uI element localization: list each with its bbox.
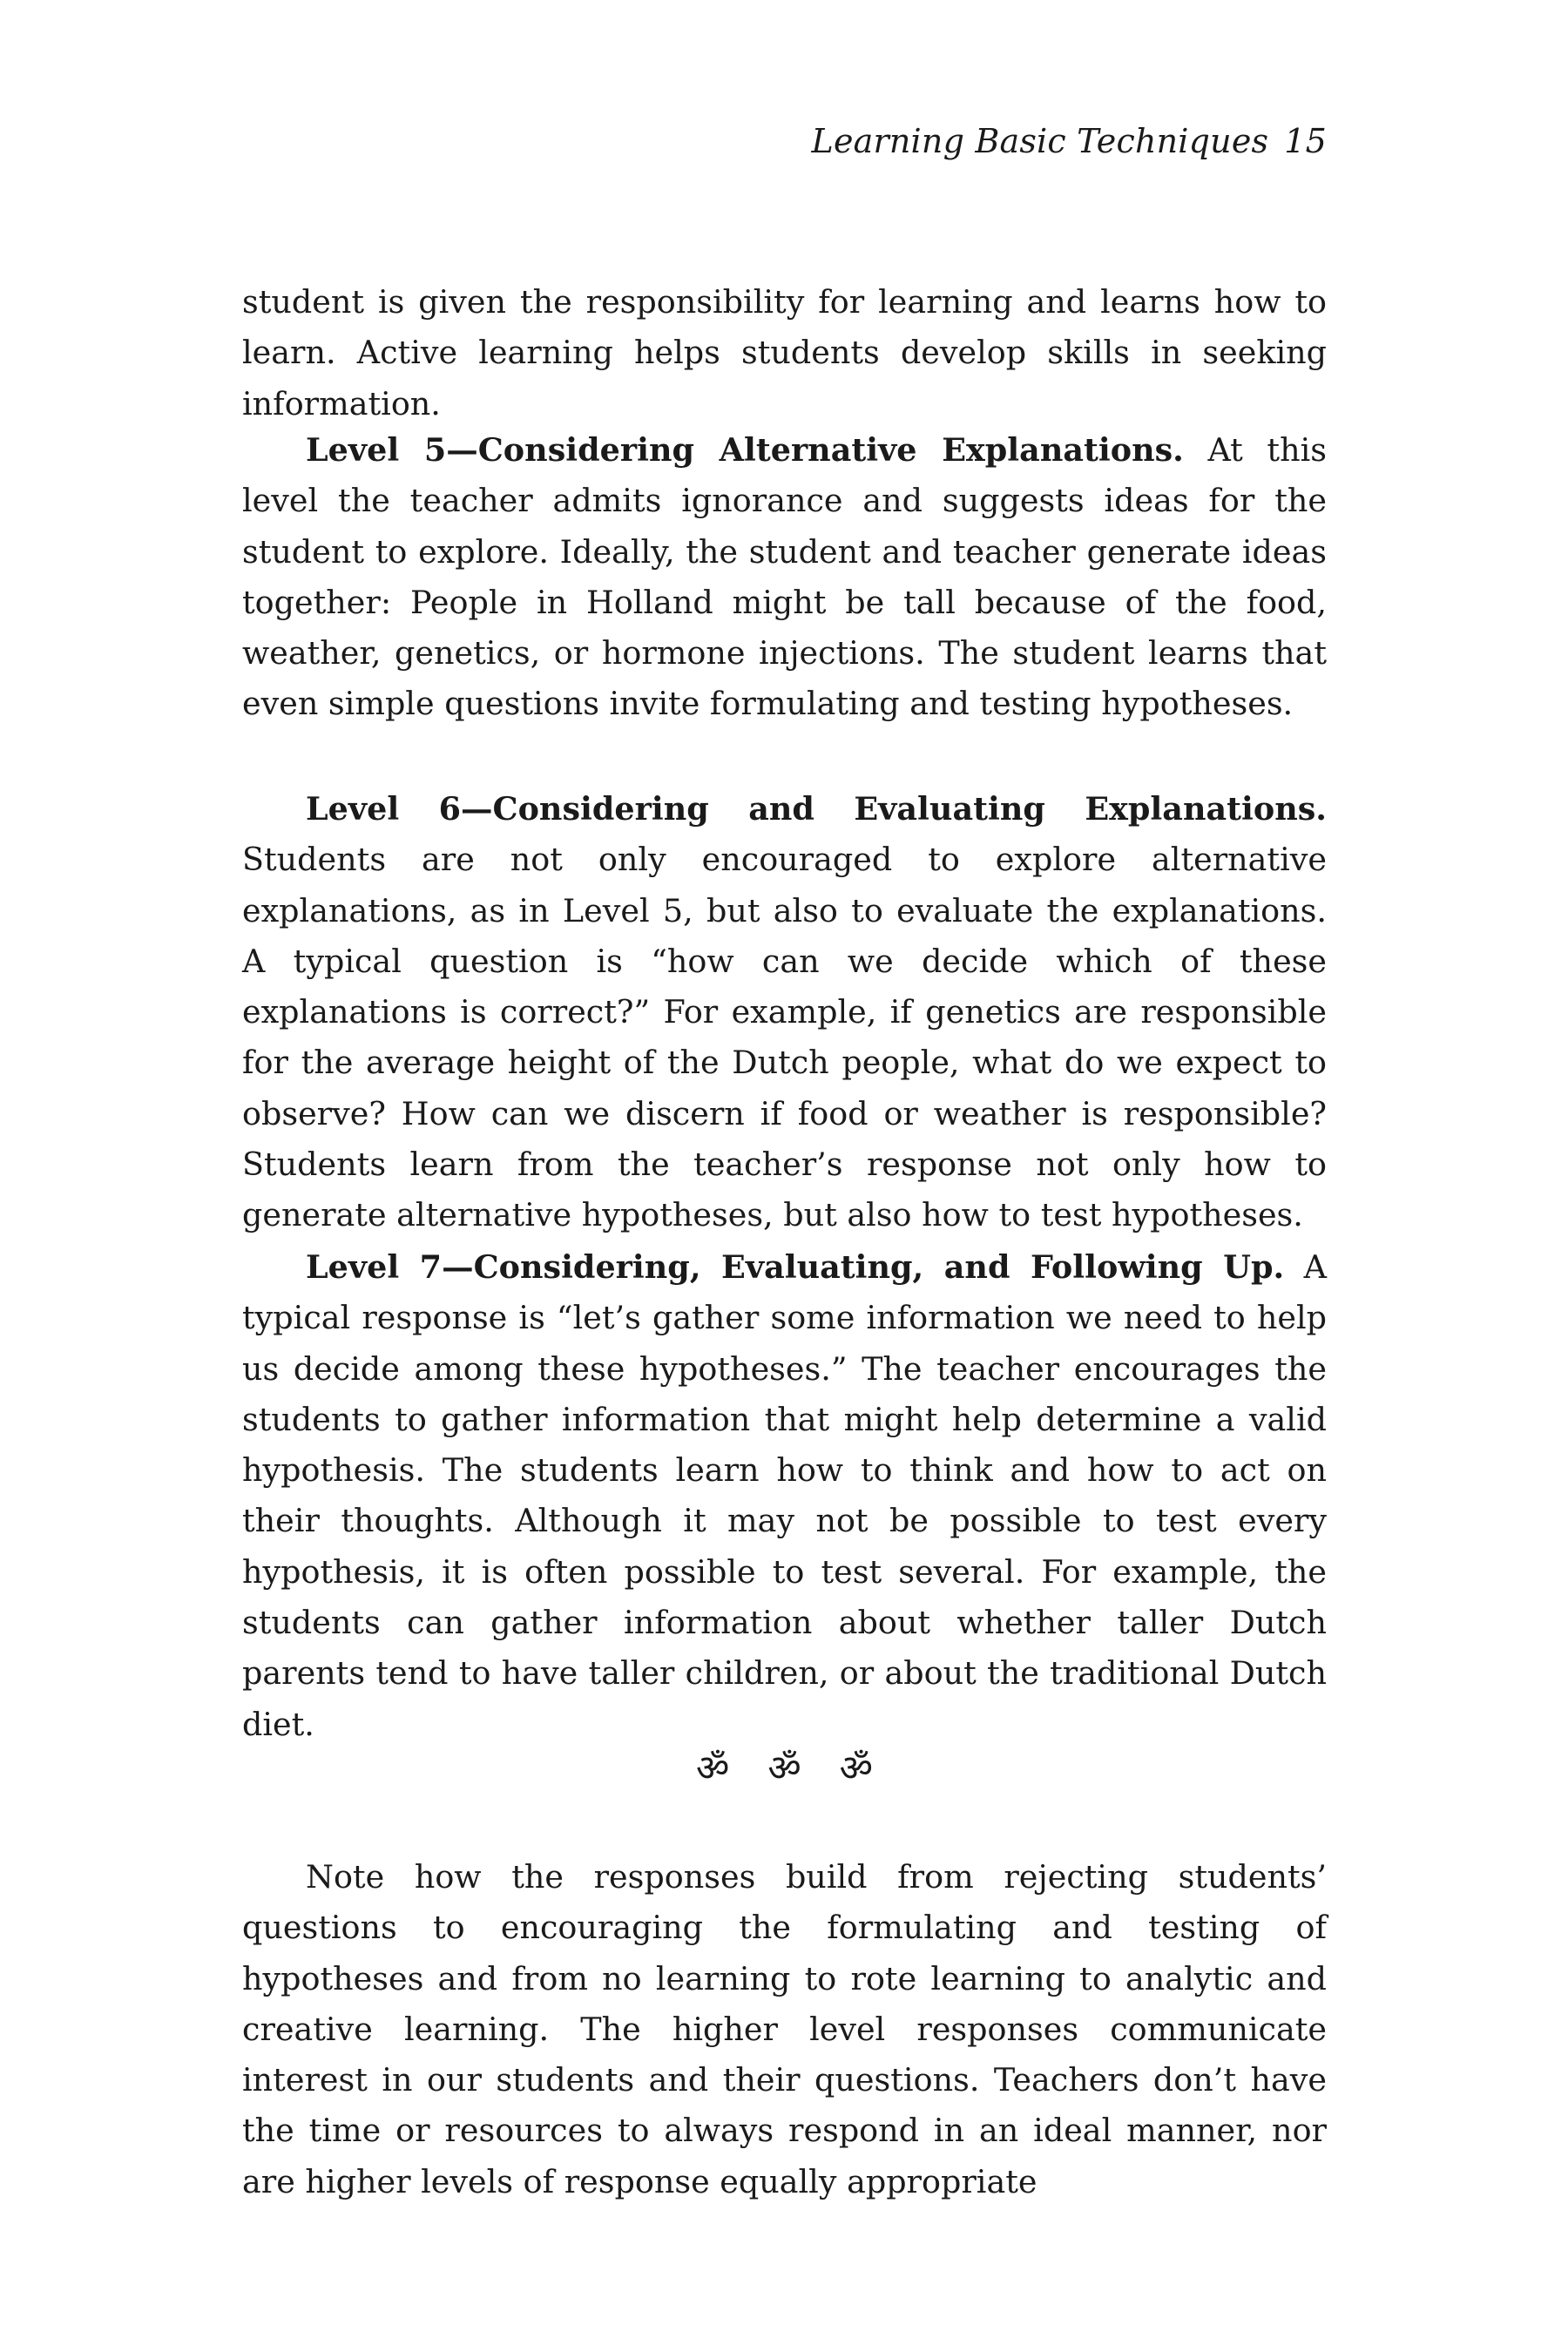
running-header [812, 122, 1327, 160]
paragraph-text: Note how the responses build from rejecting students’ questions to encouraging the formulating and testing of hypotheses and from no learning to rote learning to analytic and creative learning. The higher level responses communicate interest in our students and their questions. Teachers don’t have the time or resources to always respond in an ideal manner, nor are higher levels of response equally appropriate [242, 1858, 1327, 2200]
paragraph-level-6 [242, 784, 1327, 1241]
book-page [242, 0, 1327, 2352]
running-header-title: Learning Basic Techniques [811, 122, 1269, 160]
paragraph-summary [242, 1852, 1327, 2207]
page-number: 15 [1284, 122, 1327, 160]
paragraph-text: Students are not only encouraged to explore alternative explanations, as in Level 5, but also to evaluate the explanations. A typical question is “how can we decide which of these explanations is correct?” For example, if genetics are responsible for the average height of the Dutch people, what do we expect to observe? How can we discern if food or weather is responsible? Students learn from the teacher’s response not only how to generate alternative hypotheses, but also how to test hypotheses. [242, 841, 1327, 1234]
section-break [242, 1742, 1327, 1794]
ornament-icon: ॐ [696, 1747, 730, 1789]
paragraph-continuation [242, 277, 1327, 429]
paragraph-heading: Level 5—Considering Alternative Explanations. [306, 431, 1184, 469]
paragraph-heading: Level 6—Considering and Evaluating Explanations. [306, 790, 1327, 828]
ornament-icon: ॐ [839, 1747, 873, 1789]
paragraph-text: student is given the responsibility for learning and learns how to learn. Active learning helps students develop skills in seeking information. [242, 283, 1327, 422]
paragraph-text: A typical response is “let’s gather some information we need to help us decide among these hypotheses.” The teacher encourages the students to gather information that might help determine a valid hypothesis. The students learn how to think and how to act on their thoughts. Although it may not be possible to test every hypothesis, it is often possible to test several. For example, the students can gather information about whether taller Dutch parents tend to have taller children, or about the traditional Dutch diet. [242, 1248, 1327, 1743]
paragraph-heading: Level 7—Considering, Evaluating, and Following Up. [306, 1248, 1285, 1286]
paragraph-level-7 [242, 1242, 1327, 1750]
paragraph-text: At this level the teacher admits ignorance and suggests ideas for the student to explore. Ideally, the student and teacher generate ideas together: People in Holland might be tall because of the food, weather, genetics, or hormone injections. The student learns that even simple questions invite formulating and testing hypotheses. [242, 431, 1328, 723]
paragraph-level-5 [242, 425, 1327, 730]
ornament-icon: ॐ [767, 1747, 801, 1789]
